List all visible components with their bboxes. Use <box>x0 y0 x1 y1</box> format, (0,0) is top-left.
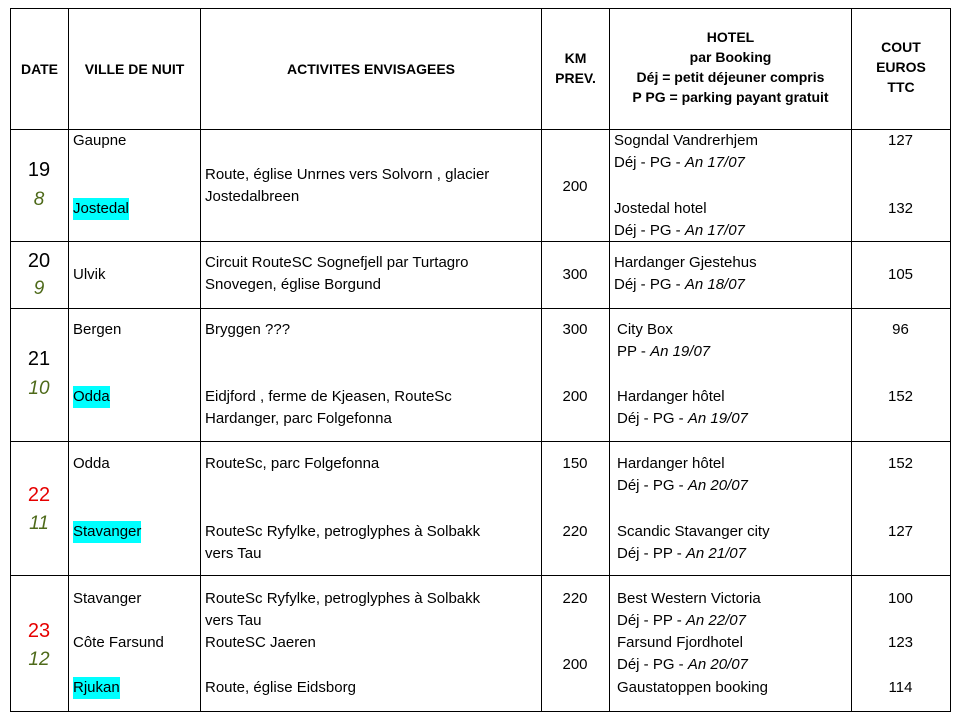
activite-line: RouteSC Jaeren <box>205 634 316 651</box>
table-border <box>68 8 69 712</box>
header-ville: VILLE DE NUIT <box>84 61 185 77</box>
hotel-name: Hardanger hôtel <box>617 455 725 472</box>
km-value: 150 <box>562 455 588 472</box>
activite-line: Snovegen, église Borgund <box>205 276 381 293</box>
activite-line: Route, église Eidsborg <box>205 679 356 696</box>
header-activites: ACTIVITES ENVISAGEES <box>286 61 456 77</box>
header-km-line: PREV. <box>555 70 596 86</box>
header-date: DATE <box>20 61 59 77</box>
cout-value: 123 <box>887 634 914 651</box>
activite-line: RouteSc Ryfylke, petroglyphes à Solbakk <box>205 590 481 607</box>
table-border <box>609 8 610 712</box>
table-border <box>10 241 951 242</box>
table-border <box>10 575 951 576</box>
header-hotel-line: par Booking <box>689 49 772 65</box>
hotel-detail <box>614 152 745 174</box>
header-cout-line: COUT <box>881 39 921 55</box>
hotel-options: Déj - PG - <box>614 154 685 171</box>
header-hotel-line: HOTEL <box>706 29 755 45</box>
cout-value: 152 <box>887 455 914 472</box>
activite-line: Hardanger, parc Folgefonna <box>205 410 392 427</box>
date-day: 19 <box>27 159 51 181</box>
hotel-an: An 22/07 <box>685 612 746 629</box>
cout-value: 105 <box>887 266 914 283</box>
table-border <box>10 129 951 130</box>
hotel-name: Best Western Victoria <box>617 590 761 607</box>
header-km <box>542 48 609 88</box>
hotel-options: Déj - PG - <box>617 477 688 494</box>
hotel-an: An 20/07 <box>687 656 748 673</box>
ville-nuit: Gaupne <box>73 132 127 149</box>
hotel-name: Jostedal hotel <box>614 200 707 217</box>
hotel-name: Hardanger hôtel <box>617 388 725 405</box>
header-cout-line: TTC <box>887 79 915 95</box>
date-day-index: 12 <box>28 649 50 670</box>
ville-nuit: Côte Farsund <box>73 634 164 651</box>
hotel-name: Scandic Stavanger city <box>617 523 770 540</box>
date-day-index: 10 <box>28 378 50 399</box>
hotel-detail <box>617 543 746 565</box>
date-day: 21 <box>27 348 51 370</box>
date-day-index: 8 <box>33 189 45 210</box>
header-hotel-line: P PG = parking payant gratuit <box>632 89 829 105</box>
activite-line: vers Tau <box>205 612 262 629</box>
hotel-an: An 20/07 <box>687 477 748 494</box>
cout-value: 127 <box>887 523 914 540</box>
table-border <box>10 8 951 9</box>
date-day: 23 <box>27 620 51 642</box>
hotel-detail <box>614 220 745 242</box>
table-border <box>10 711 951 712</box>
ville-nuit: Jostedal <box>73 198 129 220</box>
hotel-options: Déj - PG - <box>617 656 688 673</box>
km-value: 220 <box>562 590 588 607</box>
ville-nuit: Odda <box>73 455 110 472</box>
hotel-detail <box>617 475 748 497</box>
ville-nuit: Bergen <box>73 321 122 338</box>
hotel-options: Déj - PG - <box>614 222 685 239</box>
km-value: 220 <box>562 523 588 540</box>
hotel-an: An 18/07 <box>684 276 745 293</box>
hotel-options: PP - <box>617 343 651 360</box>
cout-value: 114 <box>888 679 913 696</box>
activite-line: Jostedalbreen <box>205 188 300 205</box>
ville-nuit: Stavanger <box>73 590 142 607</box>
activite-line: Route, église Unrnes vers Solvorn , glacier <box>205 166 490 183</box>
activite-line: Circuit RouteSC Sognefjell par Turtagro <box>205 254 469 271</box>
cout-value: 100 <box>887 590 914 607</box>
hotel-an: An 19/07 <box>687 410 748 427</box>
hotel-an: An 17/07 <box>684 222 745 239</box>
table-border <box>10 441 951 442</box>
hotel-name: City Box <box>617 321 673 338</box>
header-cout-line: EUROS <box>876 59 926 75</box>
table-border <box>10 308 951 309</box>
date-day: 20 <box>27 250 51 272</box>
hotel-an: An 17/07 <box>684 154 745 171</box>
activite-line: RouteSc Ryfylke, petroglyphes à Solbakk <box>205 523 481 540</box>
hotel-detail <box>614 274 745 296</box>
hotel-name: Sogndal Vandrerhjem <box>614 132 758 149</box>
km-value: 300 <box>562 266 588 283</box>
header-km-line: KM <box>564 50 587 66</box>
ville-nuit: Rjukan <box>73 677 120 699</box>
date-day-index: 9 <box>33 278 45 299</box>
hotel-options: Déj - PP - <box>617 612 686 629</box>
cout-value: 132 <box>887 200 914 217</box>
hotel-name: Farsund Fjordhotel <box>617 634 743 651</box>
hotel-options: Déj - PG - <box>617 410 688 427</box>
table-border <box>950 8 951 712</box>
table-border <box>200 8 201 712</box>
activite-line: vers Tau <box>205 545 262 562</box>
cout-value: 152 <box>887 388 914 405</box>
ville-nuit: Ulvik <box>73 266 106 283</box>
header-hotel <box>610 27 851 107</box>
hotel-detail <box>617 408 748 430</box>
cout-value: 127 <box>887 132 914 149</box>
activite-line: Eidjford , ferme de Kjeasen, RouteSc <box>205 388 452 405</box>
activite-line: RouteSc, parc Folgefonna <box>205 455 380 472</box>
hotel-detail <box>617 341 710 363</box>
ville-nuit: Stavanger <box>73 521 141 543</box>
hotel-options: Déj - PG - <box>614 276 685 293</box>
hotel-detail <box>617 610 746 632</box>
hotel-name: Hardanger Gjestehus <box>614 254 757 271</box>
date-day: 22 <box>27 484 51 506</box>
hotel-options: Déj - PP - <box>617 545 686 562</box>
cout-value: 96 <box>892 321 909 338</box>
ville-nuit: Odda <box>73 386 110 408</box>
km-value: 200 <box>562 388 588 405</box>
km-value: 300 <box>562 321 588 338</box>
hotel-detail <box>617 654 748 676</box>
header-hotel-line: Déj = petit déjeuner compris <box>636 69 825 85</box>
hotel-an: An 21/07 <box>685 545 746 562</box>
activite-line: Bryggen ??? <box>205 321 291 338</box>
hotel-name: Gaustatoppen booking <box>617 679 768 696</box>
hotel-an: An 19/07 <box>650 343 711 360</box>
date-day-index: 11 <box>29 513 49 534</box>
header-cout <box>852 37 950 97</box>
km-value: 200 <box>562 656 588 673</box>
km-value: 200 <box>562 178 588 195</box>
